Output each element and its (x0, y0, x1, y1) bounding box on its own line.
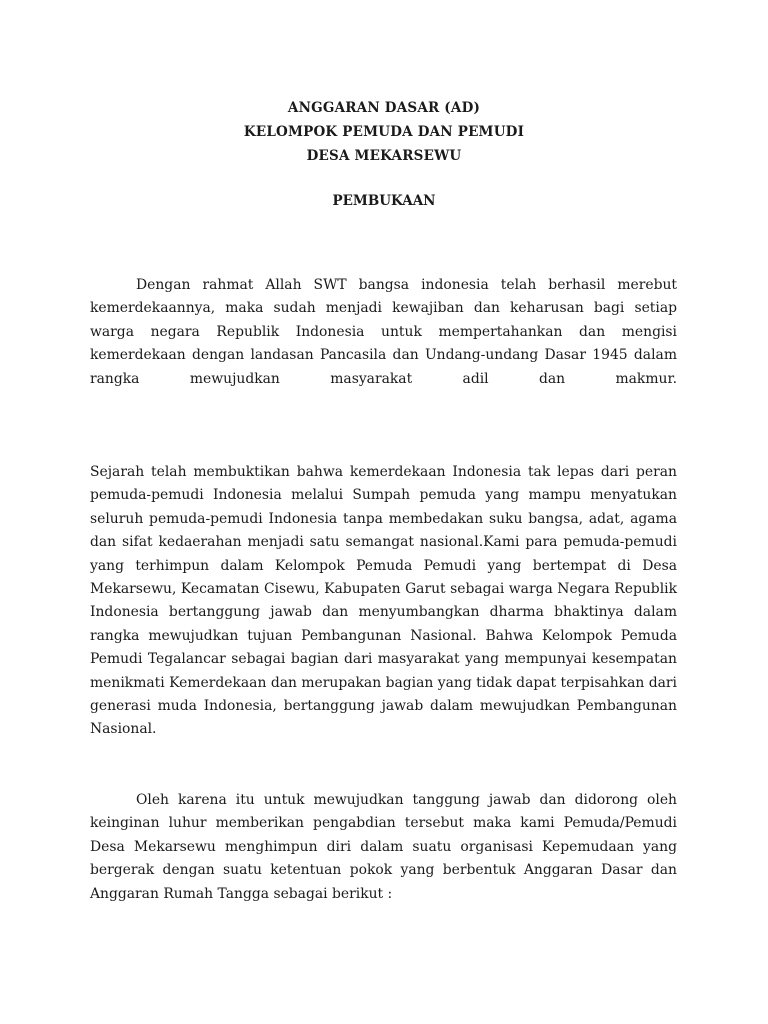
document-heading (0, 96, 768, 168)
heading-village: DESA MEKARSEWU (306, 148, 462, 164)
paragraph-preamble: Dengan rahmat Allah SWT bangsa indonesia telah berhasil merebut kemerdekaannya, maka sudah menjadi kewajiban dan keharusan bagi setiap warga negara Republik Indonesia untuk mempertahankan dan mengisi kemerdekaan dengan landasan Pancasila dan Undang-undang Dasar 1945 dalam rangka mewujudkan masyarakat adil dan makmur. (90, 277, 677, 387)
heading-organization: KELOMPOK PEMUDA DAN PEMUDI (243, 124, 525, 140)
heading-title: ANGGARAN DASAR (AD) (287, 100, 481, 116)
paragraph-conclusion: Oleh karena itu untuk mewujudkan tanggung jawab dan didorong oleh keinginan luhur memberikan pengabdian tersebut maka kami Pemuda/Pemudi Desa Mekarsewu menghimpun diri dalam suatu organisasi Kepemudaan yang bergerak dengan suatu ketentuan pokok yang berbentuk Anggaran Dasar dan Anggaran Rumah Tangga sebagai berikut : (90, 792, 677, 902)
paragraph-history: Sejarah telah membuktikan bahwa kemerdekaan Indonesia tak lepas dari peran pemuda-pemudi Indonesia melalui Sumpah pemuda yang mampu menyatukan seluruh pemuda-pemudi Indonesia tanpa membedakan suku bangsa, adat, agama dan sifat kedaerahan menjadi satu semangat nasional.Kami para pemuda-pemudi yang terhimpun dalam Kelompok Pemuda Pemudi yang bertempat di Desa Mekarsewu, Kecamatan Cisewu, Kabupaten Garut sebagai warga Negara Republik Indonesia bertanggung jawab dan menyumbangkan dharma bhaktinya dalam rangka mewujudkan tujuan Pembangunan Nasional. Bahwa Kelompok Pemuda Pemudi Tegalancar sebagai bagian dari masyarakat yang mempunyai kesempatan menikmati Kemerdekaan dan merupakan bagian yang tidak dapat terpisahkan dari generasi muda Indonesia, bertanggung jawab dalam mewujudkan Pembangunan Nasional. (90, 464, 677, 738)
opening-title: PEMBUKAAN (332, 193, 436, 209)
